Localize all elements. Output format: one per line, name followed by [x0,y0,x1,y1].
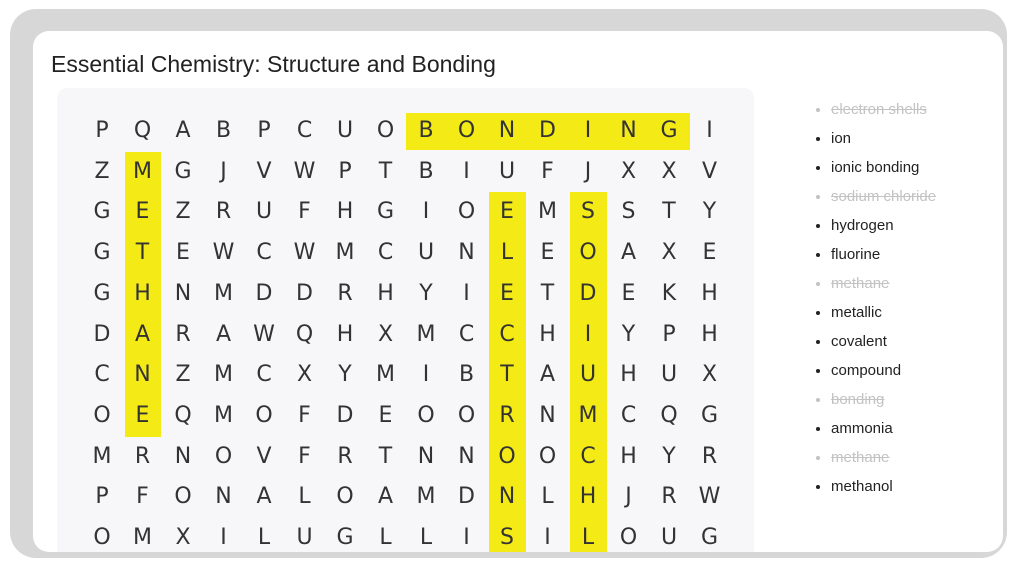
grid-cell[interactable]: T [378,158,393,184]
grid-cell[interactable]: C [499,321,515,347]
grid-cell[interactable]: T [135,240,150,266]
grid-cell[interactable]: O [619,525,638,550]
grid-cell[interactable]: S [500,525,514,550]
grid-cell[interactable]: X [377,321,394,347]
grid-cell[interactable]: I [220,525,227,550]
grid-cell[interactable]: N [174,280,192,306]
grid-cell[interactable]: D [93,321,111,347]
grid-cell[interactable]: C [256,362,272,388]
grid-cell[interactable]: P [95,118,109,143]
grid-cell[interactable]: H [336,199,354,225]
grid-cell[interactable]: U [579,362,597,388]
grid-cell[interactable]: G [93,280,111,306]
grid-cell[interactable]: Y [419,280,433,306]
page-title: Essential Chemistry: Structure and Bonding [51,51,496,77]
grid-cell[interactable]: T [662,199,676,225]
grid-cell[interactable]: Y [702,199,717,225]
grid-cell[interactable]: U [660,362,678,388]
grid-cell[interactable]: I [463,158,470,184]
grid-cell[interactable]: M [92,443,112,469]
grid-cell[interactable]: I [422,362,430,388]
grid-cell[interactable]: E [378,402,393,428]
grid-cell[interactable]: N [458,443,475,469]
grid-cell[interactable]: O [336,484,354,510]
grid-cell[interactable]: C [256,240,272,266]
grid-cell[interactable]: G [700,525,719,550]
grid-cell[interactable]: D [539,118,556,143]
grid-cell[interactable]: A [215,321,232,347]
grid-cell[interactable]: V [256,158,272,184]
grid-cell[interactable]: D [296,280,313,306]
grid-cell[interactable]: R [499,402,515,428]
grid-cell[interactable]: D [579,280,597,306]
grid-cell[interactable]: I [463,525,470,550]
grid-cell[interactable]: F [541,158,554,184]
grid-cell[interactable]: B [418,158,434,184]
grid-cell[interactable]: S [621,199,636,225]
grid-cell[interactable]: H [579,484,597,510]
grid-cell[interactable]: X [620,158,637,184]
word-list-item: • electron shells [831,95,936,124]
grid-cell[interactable]: A [377,484,394,510]
grid-cell[interactable]: J [220,158,227,184]
word-list-item: • covalent [831,327,936,356]
grid-cell[interactable]: P [257,118,271,143]
grid-cell[interactable]: L [419,525,433,550]
grid-cell[interactable]: M [578,402,598,428]
grid-cell[interactable]: M [335,240,355,266]
grid-cell[interactable]: H [134,280,151,306]
grid-cell[interactable]: W [293,240,316,266]
grid-cell[interactable]: R [215,199,232,225]
grid-cell[interactable]: Y [621,321,636,347]
grid-cell[interactable]: B [418,118,434,143]
grid-cell[interactable]: E [702,240,717,266]
grid-cell[interactable]: T [540,280,555,306]
grid-cell[interactable]: O [93,402,111,428]
outer-frame [10,9,1007,558]
grid-cell[interactable]: J [625,484,632,510]
grid-cell[interactable]: J [584,158,592,184]
grid-cell[interactable]: G [660,118,678,143]
grid-cell[interactable]: I [463,280,470,306]
grid-cell[interactable]: Z [175,199,191,225]
grid-cell[interactable]: D [336,402,354,428]
grid-cell[interactable]: O [457,402,476,428]
grid-cell[interactable]: P [95,484,109,510]
grid-cell[interactable]: T [500,362,514,388]
grid-cell[interactable]: Q [174,402,192,428]
word-list-item: • sodium chloride [831,182,936,211]
grid-cell[interactable]: O [457,199,476,225]
grid-cell[interactable]: R [661,484,677,510]
grid-cell[interactable]: Z [175,362,191,388]
grid-cell[interactable]: M [376,362,395,388]
grid-cell[interactable]: C [458,321,475,347]
grid-cell[interactable]: W [212,240,235,266]
grid-cell[interactable]: X [661,158,677,184]
grid-cell[interactable]: B [215,118,232,143]
grid-cell[interactable]: O [214,443,233,469]
grid-cell[interactable]: I [706,118,713,143]
grid-cell[interactable]: A [175,118,191,143]
grid-cell[interactable]: L [379,525,392,550]
puzzle-panel [33,31,1003,552]
grid-cell[interactable]: N [498,484,516,510]
grid-cell[interactable]: E [135,402,150,428]
grid-cell[interactable]: G [700,402,719,428]
grid-cell[interactable]: P [338,158,352,184]
grid-cell[interactable]: L [257,525,271,550]
grid-cell[interactable]: M [538,199,557,225]
grid-cell[interactable]: A [539,362,556,388]
grid-cell[interactable]: L [298,484,311,510]
word-list-item: • metallic [831,298,936,327]
grid-cell[interactable]: X [175,525,191,550]
word-list-item: • ammonia [831,414,936,443]
grid-cell[interactable]: A [134,321,151,347]
grid-cell[interactable]: W [293,158,316,184]
grid-cell[interactable]: N [174,443,192,469]
word-search-grid[interactable] [57,88,754,552]
grid-cell[interactable]: E [500,199,514,225]
grid-cell[interactable]: Z [94,158,110,184]
grid-cell[interactable]: T [378,443,393,469]
grid-cell[interactable]: G [174,158,192,184]
grid-cell[interactable]: O [417,402,435,428]
grid-cell[interactable]: X [661,240,677,266]
word-list-item: • ion [831,124,936,153]
grid-cell[interactable]: M [214,362,233,388]
grid-cell[interactable]: Q [295,321,314,347]
grid-cell[interactable]: R [701,443,718,469]
grid-cell[interactable]: K [661,280,677,306]
grid-cell[interactable]: R [337,280,353,306]
grid-cell[interactable]: E [135,199,150,225]
grid-cell[interactable]: D [458,484,475,510]
grid-cell[interactable]: O [376,118,395,143]
grid-cell[interactable]: E [621,280,636,306]
grid-cell[interactable]: I [422,199,430,225]
grid-cell[interactable]: O [498,443,516,469]
grid-cell[interactable]: M [133,158,152,184]
word-list-item: • bonding [831,385,936,414]
grid-cell[interactable]: N [458,240,475,266]
grid-cell[interactable]: N [215,484,232,510]
word-list-item: • methanol [831,472,936,501]
grid-cell[interactable]: D [255,280,273,306]
grid-cell[interactable]: U [255,199,273,225]
grid-cell[interactable]: G [93,199,111,225]
grid-cell[interactable]: U [417,240,435,266]
grid-cell[interactable]: O [93,525,111,550]
grid-cell[interactable]: W [698,484,721,510]
grid-cell[interactable]: F [136,484,149,510]
grid-cell[interactable]: Q [133,118,152,143]
grid-cell[interactable]: L [500,240,514,266]
grid-cell[interactable]: H [701,321,718,347]
grid-cell[interactable]: M [416,484,436,510]
grid-cell[interactable]: A [256,484,272,510]
grid-cell[interactable]: F [298,402,311,428]
grid-cell[interactable]: L [541,484,554,510]
word-list-item: • ionic bonding [831,153,936,182]
grid-cell[interactable]: C [296,118,313,143]
grid-cell[interactable]: E [500,280,514,306]
grid-cell[interactable]: F [298,199,311,225]
grid-cell[interactable]: U [498,158,516,184]
grid-cell[interactable]: H [377,280,394,306]
grid-cell[interactable]: H [701,280,718,306]
grid-cell[interactable]: U [336,118,354,143]
word-list-item: • methane [831,443,936,472]
grid-cell[interactable]: X [296,362,313,388]
grid-cell[interactable]: H [620,362,637,388]
grid-cell[interactable]: U [660,525,678,550]
grid-cell[interactable]: L [581,525,595,550]
grid-cell[interactable]: I [584,321,592,347]
grid-cell[interactable]: V [701,158,718,184]
grid-cell[interactable]: R [337,443,353,469]
grid-cell[interactable]: N [498,118,516,143]
grid-cell[interactable]: M [416,321,436,347]
grid-cell[interactable]: I [544,525,551,550]
grid-cell[interactable]: P [662,321,676,347]
grid-cell[interactable]: M [214,280,233,306]
grid-cell[interactable]: H [539,321,556,347]
grid-cell[interactable]: R [134,443,151,469]
grid-cell[interactable]: X [701,362,718,388]
grid-cell[interactable]: C [620,402,637,428]
grid-cell[interactable]: U [296,525,313,550]
grid-cell[interactable]: H [620,443,637,469]
grid-cell[interactable]: O [457,118,476,143]
grid-cell[interactable]: C [377,240,394,266]
grid-cell[interactable]: A [620,240,637,266]
grid-cell[interactable]: M [133,525,152,550]
grid-cell[interactable]: B [458,362,475,388]
grid-cell[interactable]: E [540,240,555,266]
grid-cell[interactable]: Y [662,443,676,469]
word-list [813,95,936,501]
grid-cell[interactable]: W [253,321,275,347]
word-list-item: • compound [831,356,936,385]
grid-cell[interactable]: Q [660,402,678,428]
grid-cell[interactable]: N [417,443,435,469]
grid-cell[interactable]: S [581,199,595,225]
grid-cell[interactable]: R [175,321,191,347]
grid-cell[interactable]: O [579,240,597,266]
grid-cell[interactable]: N [620,118,637,143]
word-list-item: • hydrogen [831,211,936,240]
grid-cell[interactable]: H [336,321,354,347]
grid-cell[interactable]: N [539,402,556,428]
word-list-item: • methane [831,269,936,298]
grid-cell[interactable]: G [336,525,354,550]
word-list-item: • fluorine [831,240,936,269]
grid-cell[interactable]: O [255,402,273,428]
grid-cell[interactable]: C [580,443,596,469]
grid-cell[interactable]: Y [338,362,352,388]
grid-cell[interactable]: F [298,443,311,469]
grid-cell[interactable]: O [538,443,557,469]
grid-cell[interactable]: G [93,240,111,266]
grid-cell[interactable]: I [584,118,592,143]
grid-cell[interactable]: C [94,362,110,388]
grid-cell[interactable]: N [134,362,151,388]
grid-cell[interactable]: E [176,240,190,266]
grid-cell[interactable]: G [376,199,395,225]
grid-cell[interactable]: V [256,443,272,469]
grid-cell[interactable]: O [174,484,192,510]
grid-cell[interactable]: M [214,402,233,428]
